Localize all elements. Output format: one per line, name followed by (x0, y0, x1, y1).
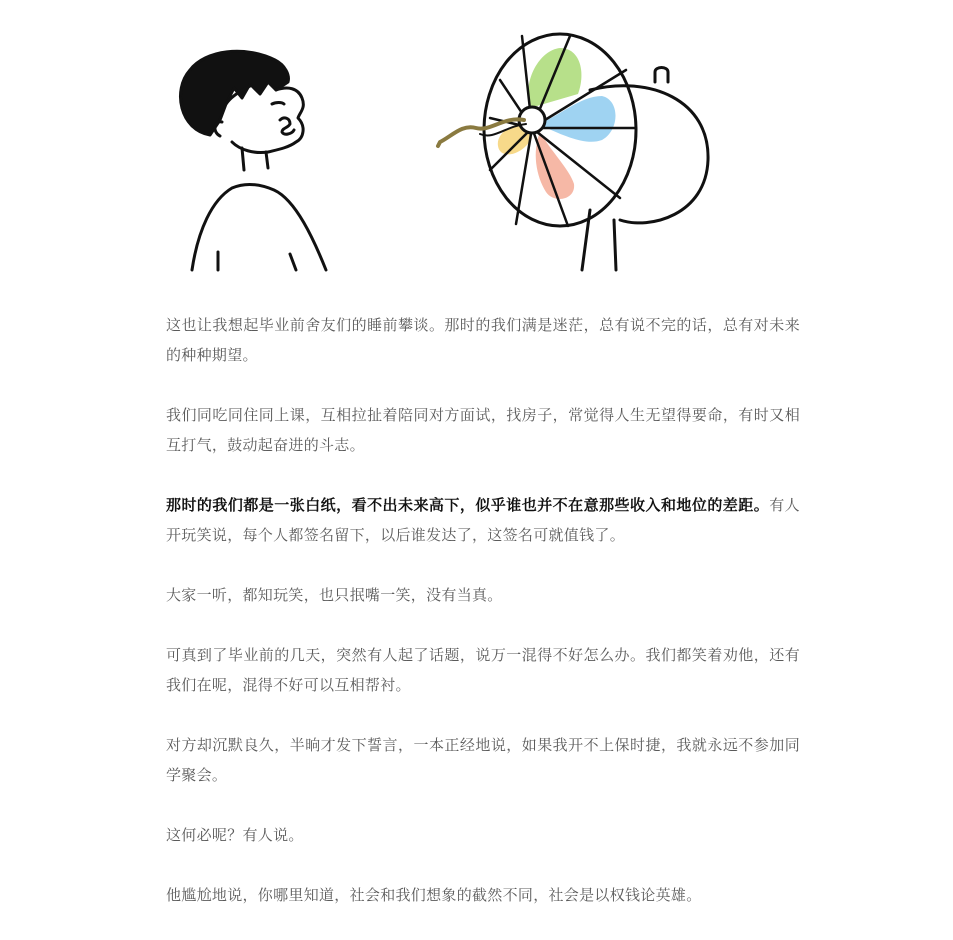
paragraph-2 (166, 400, 800, 460)
article-body (166, 310, 800, 940)
paragraph-text: 他尴尬地说，你哪里知道，社会和我们想象的截然不同，社会是以权钱论英雄。 (166, 886, 702, 904)
paragraph-8 (166, 880, 800, 910)
paragraph-text: 有人开玩笑说，每个人都签名留下，以后谁发达了，这签名可就值钱了。 (166, 496, 800, 544)
paragraph-4 (166, 580, 800, 610)
person-figure (180, 51, 326, 270)
paragraph-text: 对方却沉默良久，半晌才发下誓言，一本正经地说，如果我开不上保时捷，我就永远不参加同学聚会。 (166, 736, 800, 784)
paragraph-text: 可真到了毕业前的几天，突然有人起了话题，说万一混得不好怎么办。我们都笑着劝他，还有我们在呢，混得不好可以互相帮衬。 (166, 646, 800, 694)
paragraph-text: 这何必呢？有人说。 (166, 826, 304, 844)
paragraph-3 (166, 490, 800, 550)
paragraph-bold-text: 那时的我们都是一张白纸，看不出未来高下，似乎谁也并不在意那些收入和地位的差距。 (166, 496, 770, 514)
article-illustration (150, 20, 790, 272)
paragraph-text: 这也让我想起毕业前舍友们的睡前攀谈。那时的我们满是迷茫，总有说不完的话，总有对未来的种种期望。 (166, 316, 800, 364)
paragraph-1 (166, 310, 800, 370)
paragraph-text: 大家一听，都知玩笑，也只抿嘴一笑，没有当真。 (166, 586, 503, 604)
paragraph-6 (166, 730, 800, 790)
paragraph-text: 我们同吃同住同上课，互相拉扯着陪同对方面试，找房子，常觉得人生无望得要命，有时又相互打气，鼓动起奋进的斗志。 (166, 406, 800, 454)
paragraph-7 (166, 820, 800, 850)
paragraph-5 (166, 640, 800, 700)
fan-figure (438, 34, 708, 270)
